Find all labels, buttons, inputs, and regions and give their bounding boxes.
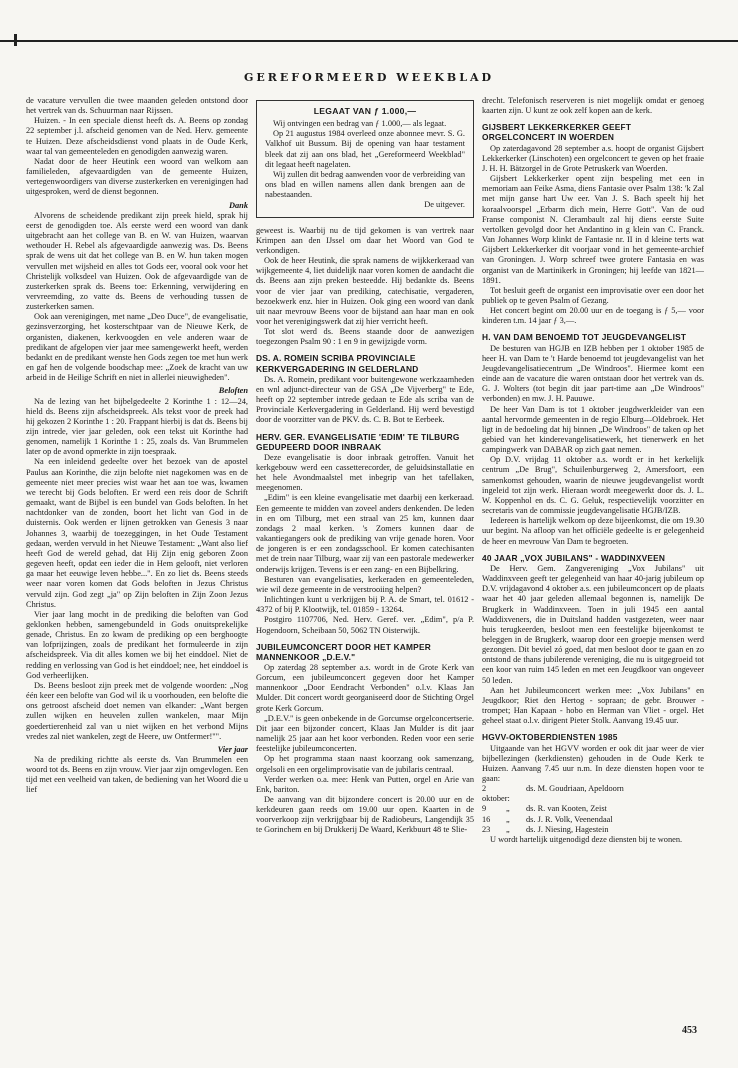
paragraph: Alvorens de scheidende predikant zijn preek hield, sprak hij eerst de genodigden toe. Als eerste werd een woord van dank uitgebracht aan het college van B. en W. van Huizen, waarvan wethouder H. Rebel als afgevaardigde aanwezig was. Ds. Beens sprak de wens uit dat het college van B. en W. hun taken mogen vervullen met wijsheid en alles tot Gods eer, vooral ook voor het Christelijk volksdeel van Huizen. Ook de afgevaardigde van de zusterkerken sprak ds. Beens toe: Erkenning, verwijdering en vervreemding, zo vatte ds. Beens de verhouding tussen de zusterkerken samen. [26,210,248,312]
paragraph: Aan het Jubileumconcert werken mee: „Vox Jubilans" en Jeugdkoor; Riet den Hertog - sopraan; de gebr. Brouwer - trompet; Han Kapaan - hobo en Herman van Vliet - orgel. Het geheel staat o.l.v. dirigent Pieter Stolk. Aanvang 19.45 uur. [482,685,704,726]
paragraph: Op zaterdag 28 september a.s. wordt in de Grote Kerk van Gorcum, een jubileumconcert gegeven door het Kamper mannenkoor „Door Eendracht Verbonden" o.l.v. Klaas Jan Mulder. Dit concert wordt georganiseerd door de Stichting Orgel grote Kerk Gorcum. [256,662,474,713]
schedule-ditto: „ [506,814,510,824]
paragraph: Deze evangelisatie is door inbraak getroffen. Vanuit het kerkgebouw werd een cassetterecorder, de geluidsinstallatie en het hele Avondmaalstel met inbegrip van het tafellaken, meegenomen. [256,452,474,493]
paragraph: drecht. Telefonisch reserveren is niet mogelijk omdat er genoeg kaarten zijn. U kunt ze ook zelf kopen aan de kerk. [482,96,704,116]
legaat-paragraph: Wij zullen dit bedrag aanwenden voor de verbreiding van ons blad en willen namens allen dank brengen aan de nabestaanden. [265,169,465,200]
subheading: Vier jaar [217,744,248,754]
page-header: GEREFORMEERD WEEKBLAD [243,71,495,84]
paragraph: Na een inleidend gedeelte over het bezoek van de apostel Paulus aan Korinthe, die zijn belofte niet nagekomen was en de gemeente niet meer precies wist waar het aan toe was, kwamen we terecht bij Gods beloften. Er werd een reis door de Schrift gemaakt, want de Bijbel is een bundel van Gods beloften. In het nachtdonker van de zonden, boort het licht van God in de duisternis. Ook werden er lijnen getrokken van Genesis 3 naar Johannes 3, waarbij de toezeggingen, in het Oude Testament gedaan, werden vervuld in het Nieuwe Testament: „Want also lief heeft God de wereld gehad, dat Hij Zijn enig geboren Zoon gegeven heeft, opdat een ieder die in Hem gelooft, niet verloren ga maar het eeuwige leven hebbe...". En zo liet ds. Beens steeds weer naar voren komen dat Gods beloften in Jezus Christus vervuld zijn. God zegt „ja" op Zijn beloften in Zijn Zoon Jezus Christus. [26,457,248,609]
subheading: Dank [228,200,248,210]
paragraph: Nadat door de heer Heutink een woord van welkom aan familieleden, afgevaardigden van de gemeente Huizen, vertegenwoordigers van diverse zusterkerken en verenigingen had uitgesproken, werd de dienst begonnen. [26,156,248,197]
article-heading: JUBILEUMCONCERT DOOR HET KAMPER MANNENKOOR „D.E.V." [256,641,431,662]
paragraph: Vier jaar lang mocht in de prediking die beloften van God geklonken hebben, samengebundeld in Gods onuitsprekelijke genade, Christus. En zo kwam de prediking op een berghoogte van lofprijzingen, zoals de predikant het formuleerde in zijn afscheidspreek. Via dit alles komen we bij het einddoel. Niet de redding en verlossing van God is het einddoel; nee, het einddoel is God verheerlijken. [26,609,248,680]
column-2 [256,96,474,1046]
article-heading: DS. A. ROMEIN SCRIBA PROVINCIALE KERKVERGADERING IN GELDERLAND [256,353,419,374]
paragraph: U wordt hartelijk uitgenodigd deze diensten bij te wonen. [490,834,683,844]
paragraph: Het concert begint om 20.00 uur en de toegang is ƒ 5,— voor kinderen t.m. 14 jaar ƒ 3,—. [482,306,704,326]
schedule-preacher: ds. J. R. Volk, Veenendaal [526,814,613,824]
legaat-title: LEGAAT VAN ƒ 1.000,— [313,106,417,116]
paragraph: de vacature vervullen die twee maanden geleden ontstond door het vertrek van ds. Schuurman naar Rijssen. [26,96,248,116]
paragraph: Besturen van evangelisaties, kerkeraden en gemeenteleden, wie wil deze gemeente in de verstrooiing helpen? [256,574,474,594]
legaat-paragraph: Op 21 augustus 1984 overleed onze abonnee mevr. S. G. Valkhof uit Bussum. Bij de opening van haar testament bleek dat zij aan ons blad, het „Gereformeerd Weekblad" dit legaat heeft nagelaten. [265,129,465,169]
paragraph: Gijsbert Lekkerkerker opent zijn bespeling met een in memoriam aan Feike Asma, diens Fantasie over Psalm 138: 'k Zal met mijn ganse hart Uw eer. Van J. S. Bach speelt hij het koraalvoorspel „Erbarm dich mein, Herre Gott". Van de oud Franse componist N. Clerambault zal hij diens eerste Suite vertolken gevolgd door het Andantino in g klein van C. Franck. Van Johannes Worp klinkt de Fantasie nr. II in d kleine terts wat Gijsbert Lekkerkerker dit voorjaar vond in het gemeente-archief van Groningen. J. Worp schreef twee grotere Fantasia en was organist van de Martinikerk in Groningen; hij leefde van 1821—1891. [482,174,704,285]
column-1 [26,96,248,1046]
paragraph: De Herv. Gem. Zangvereniging „Vox Jubilans" uit Waddinxveen geeft ter gelegenheid van haar 40-jarig jubileum op D.V. vrijdagavond 4 oktober a.s. een jubileumconcert op de plaats waar het 40 jaar geleden allemaal begonnen is, namelijk De Brugkerk in Waddinxveen. Toen in juli 1945 een aantal Waddixveners, die in Duitsland hadden vastgezeten, weer naar huis terugkeerden, besloot men een feestelijke bijeenkomst te beleggen in de Brugkerk, waarop door een groepje mensen werd gezongen. Dit beviel zó goed, dat men besloot door te gaan en zo ontstond de thans jubilerende vereniging, die nu is uitgegroeid tot een koor van ruim 145 leden en met een Jeugdkoor van ongeveer 50 leden. [482,563,704,685]
paragraph: Tot besluit geeft de organist een improvisatie over een door het publiek op te geven Psalm of Gezang. [482,285,704,305]
subheading: Beloften [218,386,248,396]
schedule-preacher: ds. M. Goudriaan, Apeldoorn [526,784,624,794]
column-3 [482,96,704,1046]
schedule-ditto [506,784,524,804]
paragraph: Huizen. - In een speciale dienst heeft ds. A. Beens op zondag 22 september j.l. afscheid genomen van de Ned. Herv. gemeente te Huizen. Deze afscheidsdienst vond plaats in de Oude Kerk, waar tal van gemeenteleden en genodigden aanwezig waren. [26,116,248,156]
column-2-body [256,226,474,836]
paragraph: Iedereen is hartelijk welkom op deze bijeenkomst, die om 19.30 uur begint. Na afloop van het officiële gedeelte is er gelegenheid de heer en mevrouw Van Dam te begroeten. [482,516,704,546]
top-rule [0,40,738,42]
paragraph: Ds. Beens besloot zijn preek met de volgende woorden: „Nog één keer een belofte van God wil ik u voorhouden, een belofte die ons getroost afscheid doet nemen van elkander: „Want bergen zullen wijken en heuvelen zullen wankelen, maar Mijn goedertierenheid zal van u niet wijken en het verbond Mijns vredes zal niet wankelen, zegt de Heere, uw Ontfermer!"". [26,680,248,741]
service-schedule [482,784,704,835]
page-number: 453 [682,1025,697,1036]
paragraph: De heer Van Dam is tot 1 oktober jeugdwerkleider van een aantal hervormde gemeenten in de regio Elburg—Oldebroek. Het ligt in de bedoeling dat hij binnen „De Windroos" de taken op het gebied van het kinderevangelisatiewerk, het tienerwerk en het campingwerk van DABAR op zich gaat nemen. [482,404,704,455]
paragraph: Op zaterdagavond 28 september a.s. hoopt de organist Gijsbert Lekkerkerker (Linschoten) een orgelconcert te geven op het fraaie J. H. H. Bätzorgel in de Grote Petruskerk van Woerden. [482,143,704,173]
legaat-signature: De uitgever. [424,200,465,210]
schedule-date: 16 [482,814,491,824]
paragraph: Ook aan verenigingen, met name „Deo Duce", de evangelisatie, gezinsverzorging, het kosterschtpaar van de Nieuwe Kerk, de organisten, diakenen, kerkvoogden en vele anderen waar de predikant de afgelopen vier jaar mee samengewerkt heeft, werden bedankt en de predikant wenste hen Gods zegen toe met hun werk en gaf hen de volgende boodschap mee: „Zoek de kracht van uw arbeid in de Heilige Schrift en niet in allerlei nieuwigheden". [26,312,248,383]
legaat-box [256,100,474,218]
legaat-paragraph: Wij ontvingen een bedrag van ƒ 1.000,— als legaat. [273,119,447,129]
article-heading: 40 JAAR „VOX JUBILANS" - WADDINXVEEN [482,552,666,563]
schedule-date: 9 [482,804,487,814]
paragraph: Ook de heer Heutink, die sprak namens de wijkkerkeraad van wijkgemeente 4, liet duidelijk naar voren komen de aandacht die ds. Beens aan zijn preken besteedde. Hij bedankte ds. Beens voor de vier jaar van prediking, catechisatie, vergaderen, bezoekwerk enz. hier in Huizen. Ook ging een woord van dank uit naar mevrouw Beens voor de bijstand aan haar man en ook voor het verenigingswerk dat zij hier verricht heeft. [256,256,474,326]
paragraph: geweest is. Waarbij nu de tijd gekomen is van vertrek naar Krimpen aan den IJssel om daar het Woord van God te verkondigen. [256,225,474,255]
paragraph: Op D.V. vrijdag 11 oktober a.s. wordt er in het kerkelijk centrum „De Brug", Schuilenburgerweg 2, Amersfoort, een samenkomst gehouden, waarin de nieuwe jeugdevangelist wordt ingeleid tot zijn werk. Hieraan wordt meegewerkt door ds. J. L. W. Koppenhol en ds. C. G. Geluk, respectievelijk voorzitter en secretaris van de commissie jeugdevangelisatie HGJB/IZB. [482,455,704,516]
paragraph: De besturen van HGJB en IZB hebben per 1 oktober 1985 de heer H. van Dam te 't Harde benoemd tot jeugdevangelist van het Jeugdevangelisatiecentrum „De Windroos". Hiermee komt een einde aan de vacature die waren ontstaan door het vertrek van ds. G. J. Wolters (tot begin dit jaar part-time aan „De Windroos" verbonden) en mw. J. H. Pauuwe. [482,343,704,404]
schedule-date: 23 [482,824,491,834]
article-heading: H. VAN DAM BENOEMD TOT JEUGDEVANGELIST [482,332,687,343]
schedule-ditto: „ [506,824,510,834]
paragraph: „D.E.V." is geen onbekende in de Gorcumse orgelconcertserie. Dit jaar een bijzonder concert, Klaas Jan Mulder is dit jaar namelijk 25 jaar aan het koor verbonden. Reden voor een serie feestelijke jubileumconcerten. [256,713,474,754]
article-heading: HGVV-OKTOBERDIENSTEN 1985 [482,732,618,743]
paragraph: Ds. A. Romein, predikant voor buitengewone werkzaamheden en wnl adjunct-directeur van de GSA „De Vijverberg" te Ede, heeft op 22 september intrede gedaan te Ede als scriba van de Provinciale Kerkvergadering in Gelderland. Hij werd bevestigd door de voorzitter van de PKV. ds. C. B. Bot te Eerbeek. [256,374,474,425]
article-heading: GIJSBERT LEKKERKERKER GEEFT ORGELCONCERT IN WOERDEN [482,122,632,143]
article-heading: HERV. GER. EVANGELISATIE 'EDIM' TE TILBURG GEDUPEERD DOOR INBRAAK [256,431,460,452]
paragraph: „Edim" is een kleine evangelisatie met daarbij een kerkeraad. Een gemeente te midden van zoveel anders denkenden. De leden in en om Tilburg, met een straal van 25 km, kunnen daar zondags 2 maal kerken. 's Zomers kunnen daar de vakantiegangers ook de prediking van vrije genade horen. Voor de jongeren is er een zondagsschool. Er komen catechisanten met de trein naar Tilburg, waar zij van een pastorale medewerker onderwijs krijgen. Tevens is er een zang- en een Bijbelkring. [256,493,474,574]
paragraph: Na de lezing van het bijbelgedeelte 2 Korinthe 1 : 12—24, hield ds. Beens zijn afscheidspreek. Als tekst voor de preek had hij gekozen 2 Korinthe 1 : 20. Frappant hierbij is dat ds. Beens bij zijn intrede, vier jaar geleden, ook een tekst uit Korinthe had genomen, namelijk 1 Korinthe 1 : 25, zoals ds. Van Brummelen later op de avond opmerkte in zijn toespraak. [26,396,248,457]
paragraph: Tot slot werd ds. Beens staande door de aanwezigen toegezongen Psalm 90 : 1 en 9 in gewijzigde vorm. [256,327,474,347]
paragraph: Verder werken o.a. mee: Henk van Putten, orgel en Arie van Enk, bariton. [256,774,474,794]
paragraph: Postgiro 1107706, Ned. Herv. Geref. ver. „Edim", p/a P. Hogendoorn, Scheibaan 50, 5062 TN Oisterwijk. [256,615,474,635]
schedule-preacher: ds. R. van Kooten, Zeist [526,804,607,814]
schedule-ditto: „ [506,804,510,814]
paragraph: Op het programma staan naast koorzang ook samenzang, orgelsoli en een orgelimprovisatie van de jubilaris centraal. [256,754,474,774]
schedule-date: 2 oktober: [482,784,510,804]
schedule-preacher: ds. J. Niesing, Hagestein [526,824,609,834]
paragraph: Uitgaande van het HGVV worden er ook dit jaar weer de vier bijbellezingen (kerkdiensten) gehouden in de Oude Kerk te Huizen. Aanvang 7.45 uur n.m. In deze diensten hopen voor te gaan: [482,743,704,783]
paragraph: Inlichtingen kunt u verkrijgen bij P. A. de Smart, tel. 01612 - 4372 of bij P. Klootwijk, tel. 01859 - 13264. [256,595,474,615]
paragraph: Na de prediking richtte als eerste ds. Van Brummelen een woord tot ds. Beens en zijn vrouw. Vier jaar zijn omgevlogen. Een tijd met een veelheid van taken, de bediening van het Woord die u lief [26,755,248,795]
paragraph: De aanvang van dit bijzondere concert is 20.00 uur en de kerkdeuren gaan reeds om 19.00 uur open. Kaarten in de voorverkoop zijn verkrijgbaar bij de Radiobeurs, Langendijk 35 te Gorinchem en bij Drukkerij De Waard, Kerkbuurt 48 te Slie- [256,795,474,835]
